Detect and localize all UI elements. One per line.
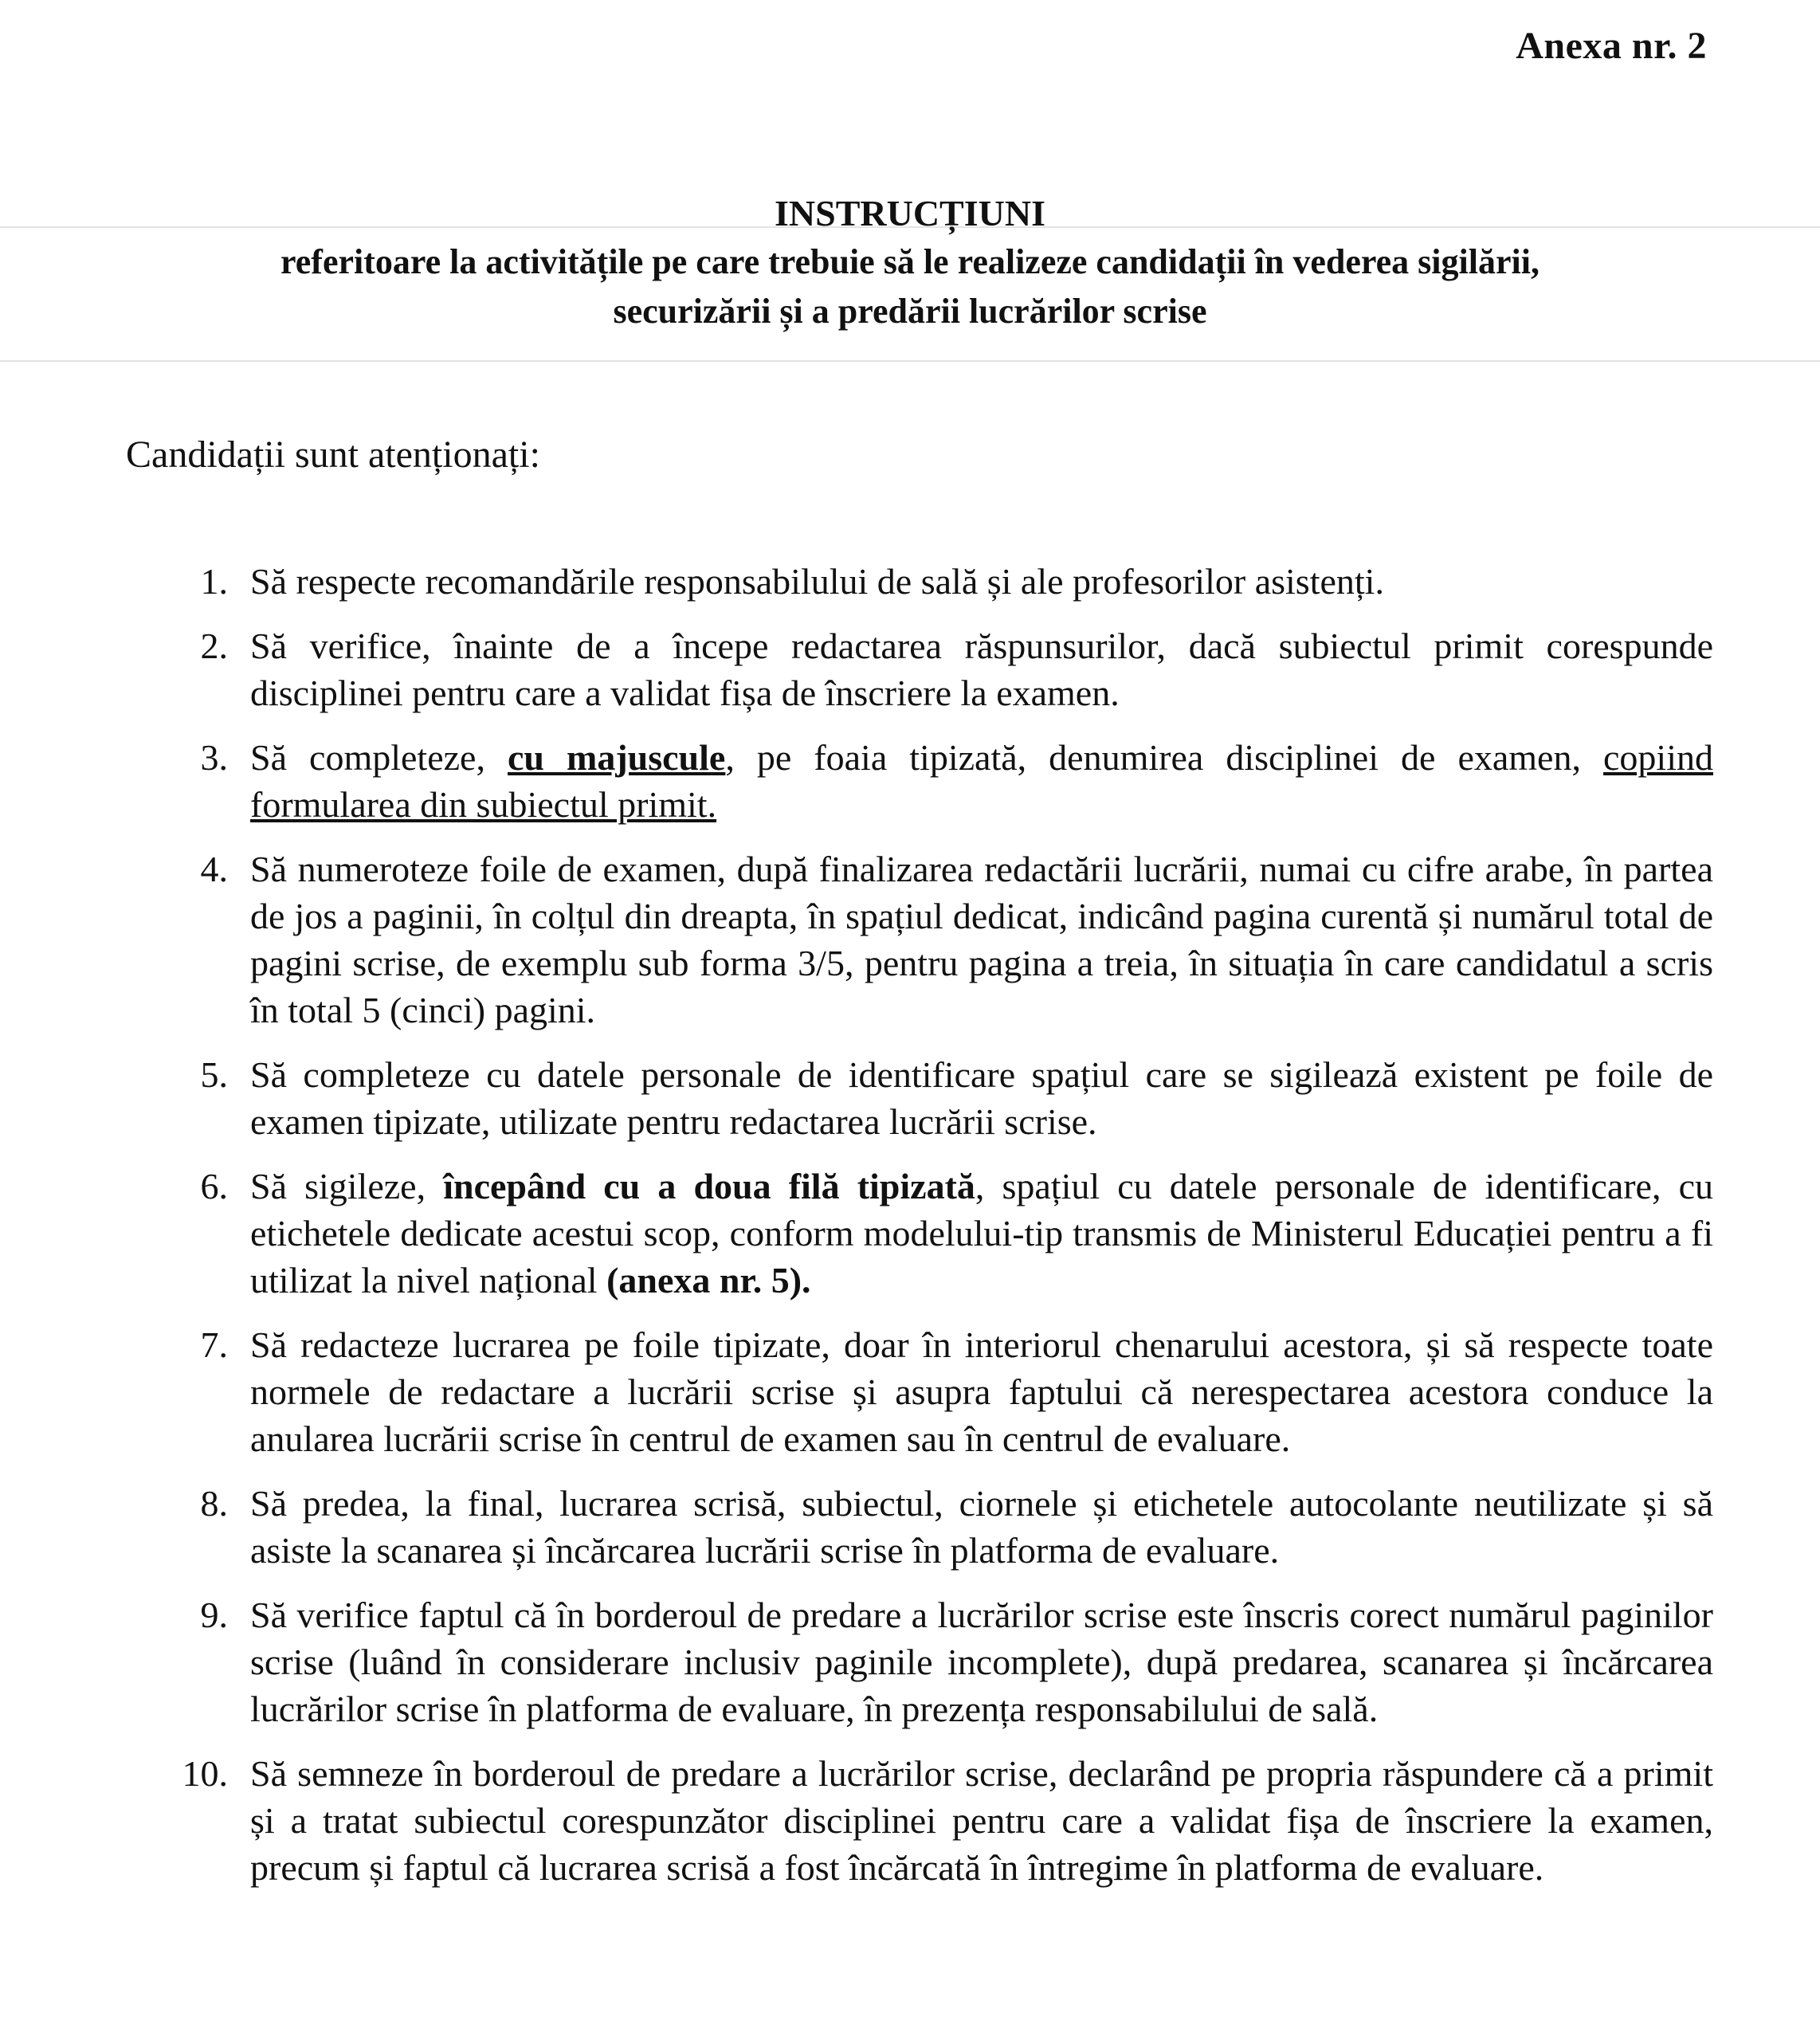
item-text xyxy=(250,734,1713,828)
list-item xyxy=(159,1480,1713,1574)
emphasis-bold: începând cu a doua filă tipizată xyxy=(443,1166,975,1206)
list-item xyxy=(159,1321,1713,1462)
page-title: INSTRUCȚIUNI xyxy=(775,193,1045,233)
list-item xyxy=(159,1591,1713,1732)
list-item xyxy=(159,1051,1713,1145)
item-text-part: , spațiul cu datele personale de identificare, cu etichetele dedicate acestui scop, conform modelului-tip transmis de Ministerul Educației pentru a fi utilizat la nivel național xyxy=(250,1166,1713,1300)
item-number: 6. xyxy=(200,1166,228,1206)
item-text: Să predea, la final, lucrarea scrisă, subiectul, ciornele și etichetele autocolante neutilizate și să asiste la scanarea și încărcarea lucrării scrise în platforma de evaluare. xyxy=(250,1483,1713,1571)
item-text: Să respecte recomandările responsabilului de sală și ale profesorilor asistenți. xyxy=(250,561,1384,602)
instructions-list xyxy=(159,558,1713,1909)
subtitle-line-1: referitoare la activitățile pe care trebuie să le realizeze candidații în vederea sigilării, xyxy=(280,242,1540,281)
item-number: 2. xyxy=(200,626,228,666)
item-text: Să semneze în borderoul de predare a lucrărilor scrise, declarând pe propria răspundere că a primit și a tratat subiectul corespunzător disciplinei pentru care a validat fișa de înscriere la examen, precum și faptul că lucrarea scrisă a fost încărcată în întregime în platforma de evaluare. xyxy=(250,1753,1713,1888)
annex-reference: (anexa nr. 5). xyxy=(606,1260,811,1300)
item-text: Să verifice, înainte de a începe redactarea răspunsurilor, dacă subiectul primit corespunde disciplinei pentru care a validat fișa de înscriere la examen. xyxy=(250,626,1713,713)
intro-text: Candidații sunt atenționați: xyxy=(126,434,540,476)
item-text: Să redacteze lucrarea pe foile tipizate, doar în interiorul chenarului acestora, și să respecte toate normele de redactare a lucrării scrise și asupra faptului că nerespectarea acestora conduce la anularea lucrării scrise în centrul de examen sau în centrul de evaluare. xyxy=(250,1324,1713,1459)
item-text xyxy=(250,1163,1713,1304)
list-item xyxy=(159,734,1713,828)
title-block xyxy=(0,190,1820,336)
scan-artifact-line xyxy=(0,360,1820,362)
list-item xyxy=(159,1750,1713,1891)
item-text-part: Să completeze, xyxy=(250,737,508,778)
item-number: 3. xyxy=(200,737,228,778)
list-item xyxy=(159,1163,1713,1304)
item-text: Să numeroteze foile de examen, după finalizarea redactării lucrării, numai cu cifre arabe, în partea de jos a paginii, în colțul din dreapta, în spațiul dedicat, indicând pagina curentă și numărul total de pagini scrise, de exemplu sub forma 3/5, pentru pagina a treia, în situația în care candidatul a scris în total 5 (cinci) pagini. xyxy=(250,849,1713,1030)
item-number: 7. xyxy=(200,1324,228,1365)
list-item xyxy=(159,558,1713,605)
item-text: Să completeze cu datele personale de identificare spațiul care se sigilează existent pe foile de examen tipizate, utilizate pentru redactarea lucrării scrise. xyxy=(250,1054,1713,1142)
item-text-part: , pe foaia tipizată, denumirea disciplinei de examen, xyxy=(725,737,1604,778)
list-item xyxy=(159,845,1713,1034)
item-number: 1. xyxy=(200,561,228,602)
list-item xyxy=(159,622,1713,716)
annex-label: Anexa nr. 2 xyxy=(1516,25,1707,67)
item-text-part: Să sigileze, xyxy=(250,1166,444,1206)
item-number: 4. xyxy=(200,849,228,889)
emphasis-uppercase: cu majuscule xyxy=(507,737,726,778)
item-text: Să verifice faptul că în borderoul de predare a lucrărilor scrise este înscris corect numărul paginilor scrise (luând în considerare inclusiv paginile incomplete), după predarea, scanarea și încărcarea lucrărilor scrise în platforma de evaluare, în prezența responsabilului de sală. xyxy=(250,1595,1713,1729)
underlined-text: copiind formularea din subiectul primit. xyxy=(250,737,1713,825)
item-number: 8. xyxy=(200,1483,228,1524)
item-number: 10. xyxy=(182,1753,228,1794)
subtitle-line-2: securizării și a predării lucrărilor scrise xyxy=(613,292,1207,331)
item-number: 5. xyxy=(200,1054,228,1095)
item-number: 9. xyxy=(200,1595,228,1635)
